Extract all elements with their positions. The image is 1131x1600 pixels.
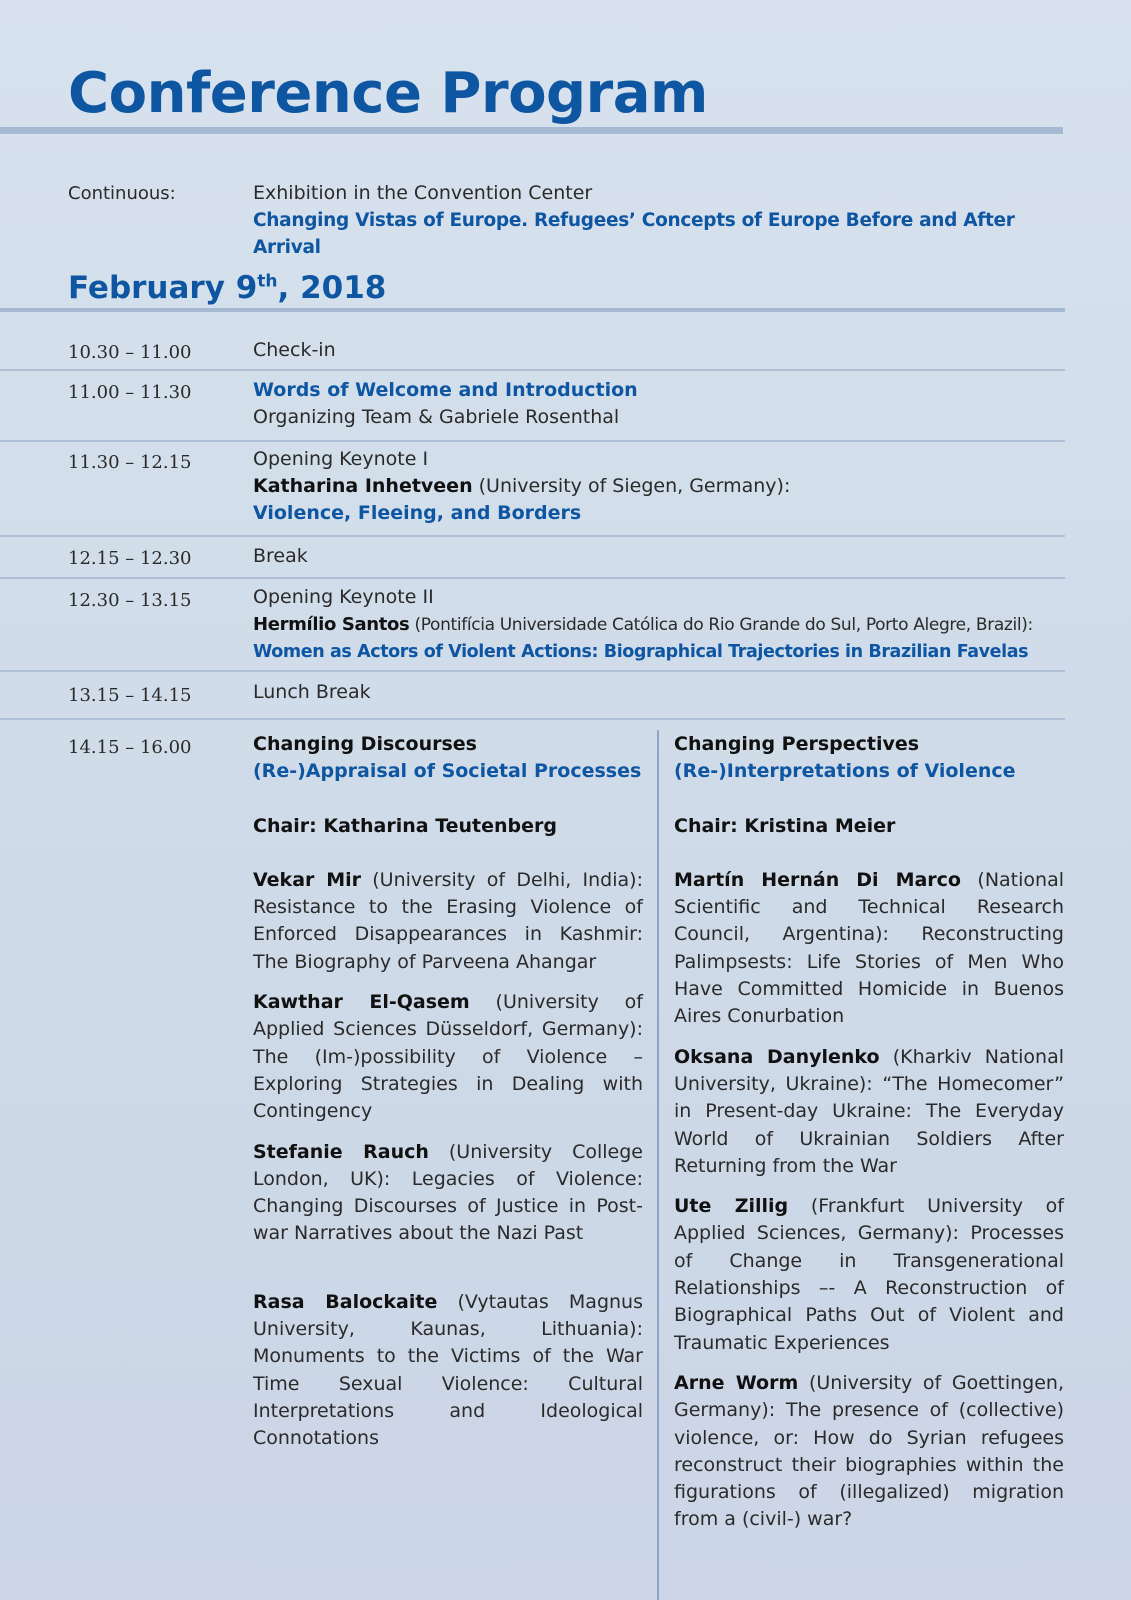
page-title: Conference Program (68, 61, 708, 126)
time-slot: 11.30 – 12.15 (68, 452, 192, 473)
continuous-label: Continuous: (68, 183, 176, 204)
talk-details: (University of Applied Sciences Düsseldorf, Germany): The (Im-)possibility of Violence – Exploring Strategies in Dealing with Contingency (253, 991, 643, 1123)
panel-changing-discourses (253, 731, 643, 1453)
date-suffix: th (257, 271, 278, 292)
date-rule (0, 308, 1065, 312)
talk-entry (253, 867, 643, 976)
talk-entry (674, 867, 1064, 1031)
date-year: , 2018 (277, 270, 387, 306)
session-keynote-1 (253, 446, 790, 527)
speaker-name: Ute Zillig (674, 1195, 789, 1218)
talk-entry (674, 1370, 1064, 1534)
talk-details: (Vytautas Magnus University, Kaunas, Lithuania): Monuments to the Victims of the War Time Sexual Violence: Cultural Interpretations and Ideological Connotations (253, 1290, 643, 1450)
row-divider (0, 369, 1065, 371)
talk-entry (253, 1289, 643, 1453)
talk-entry (253, 989, 643, 1125)
panel-subheading: (Re-)Interpretations of Violence (674, 760, 1016, 783)
time-slot: 10.30 – 11.00 (68, 342, 192, 363)
date-month-day: February 9 (68, 270, 258, 306)
speaker-name: Stefanie Rauch (253, 1140, 429, 1163)
talk-details: (Frankfurt University of Applied Sciences, Germany): Processes of Change in Transgenerational Relationships –- A Reconstruction of Biographical Paths Out of Violent and Traumatic Experiences (674, 1195, 1064, 1354)
row-divider (0, 577, 1065, 579)
session-text: Check-in (253, 339, 336, 361)
talk-details: (University College London, UK): Legacies of Violence: Changing Discourses of Justice in Post-war Narratives about the Nazi Past (253, 1140, 643, 1245)
time-slot: 12.30 – 13.15 (68, 590, 192, 611)
talk-entry (674, 1193, 1064, 1357)
session-label: Opening Keynote II (253, 586, 434, 608)
talk-entry (253, 1139, 643, 1248)
date-heading (68, 270, 386, 307)
row-divider (0, 440, 1065, 442)
exhibition-location: Exhibition in the Convention Center (253, 182, 593, 204)
talk-title: Women as Actors of Violent Actions: Biographical Trajectories in Brazilian Favelas (253, 642, 1029, 662)
panel-chair: Chair: Katharina Teutenberg (253, 814, 558, 837)
talk-entry (674, 1044, 1064, 1180)
talk-title: Violence, Fleeing, and Borders (253, 502, 582, 524)
session-text: Organizing Team & Gabriele Rosenthal (253, 406, 620, 428)
panel-changing-perspectives (674, 731, 1064, 1534)
exhibition-title: Changing Vistas of Europe. Refugees’ Concepts of Europe Before and After Arrival (253, 210, 1015, 258)
talk-details: (Kharkiv National University, Ukraine): “The Homecomer” in Present-day Ukraine: The Everyday World of Ukrainian Soldiers After Returning from the War (674, 1045, 1064, 1177)
speaker-name: Vekar Mir (253, 868, 361, 891)
title-rule (0, 127, 1063, 134)
panel-subheading: (Re-)Appraisal of Societal Processes (253, 760, 642, 783)
session-welcome (253, 377, 638, 431)
speaker-name: Martín Hernán Di Marco (674, 868, 961, 891)
time-slot: 12.15 – 12.30 (68, 548, 192, 569)
speaker-name: Katharina Inhetveen (253, 475, 473, 497)
speaker-name: Hermílio Santos (253, 614, 410, 635)
session-keynote-2 (253, 584, 1065, 666)
talk-details: (University of Delhi, India): Resistance to the Erasing Violence of Enforced Disappearances in Kashmir: The Biography of Parveena Ahangar (253, 868, 643, 973)
time-slot: 14.15 – 16.00 (68, 737, 192, 758)
talk-details: (National Scientific and Technical Research Council, Argentina): Reconstructing Palimpsests: Life Stories of Men Who Have Committed Homicide in Buenos Aires Conurbation (674, 868, 1065, 1028)
time-slot: 13.15 – 14.15 (68, 685, 192, 706)
column-divider (657, 730, 659, 1600)
speaker-name: Rasa Balockaite (253, 1290, 438, 1313)
row-divider (0, 535, 1065, 537)
panel-heading: Changing Discourses (253, 733, 477, 755)
speaker-affiliation: (Pontifícia Universidade Católica do Rio Grande do Sul, Porto Alegre, Brazil): (409, 615, 1033, 635)
talk-details: (University of Goettingen, Germany): The presence of (collective) violence, or: How do Syrian refugees reconstruct their biographies within the figurations of (illegalized) migration from a (civil-) war? (674, 1371, 1065, 1531)
speaker-name: Kawthar El-Qasem (253, 991, 470, 1014)
row-divider (0, 718, 1065, 720)
speaker-name: Oksana Danylenko (674, 1045, 880, 1068)
row-divider (0, 670, 1065, 672)
panel-chair: Chair: Kristina Meier (674, 814, 896, 837)
session-text: Break (253, 545, 308, 567)
panel-heading: Changing Perspectives (674, 733, 920, 755)
speaker-affiliation: (University of Siegen, Germany): (472, 475, 791, 497)
speaker-name: Arne Worm (674, 1371, 799, 1394)
session-text: Lunch Break (253, 681, 371, 703)
continuous-content (253, 180, 1053, 261)
session-title: Words of Welcome and Introduction (253, 379, 638, 401)
session-label: Opening Keynote I (253, 448, 429, 470)
time-slot: 11.00 – 11.30 (68, 382, 192, 403)
